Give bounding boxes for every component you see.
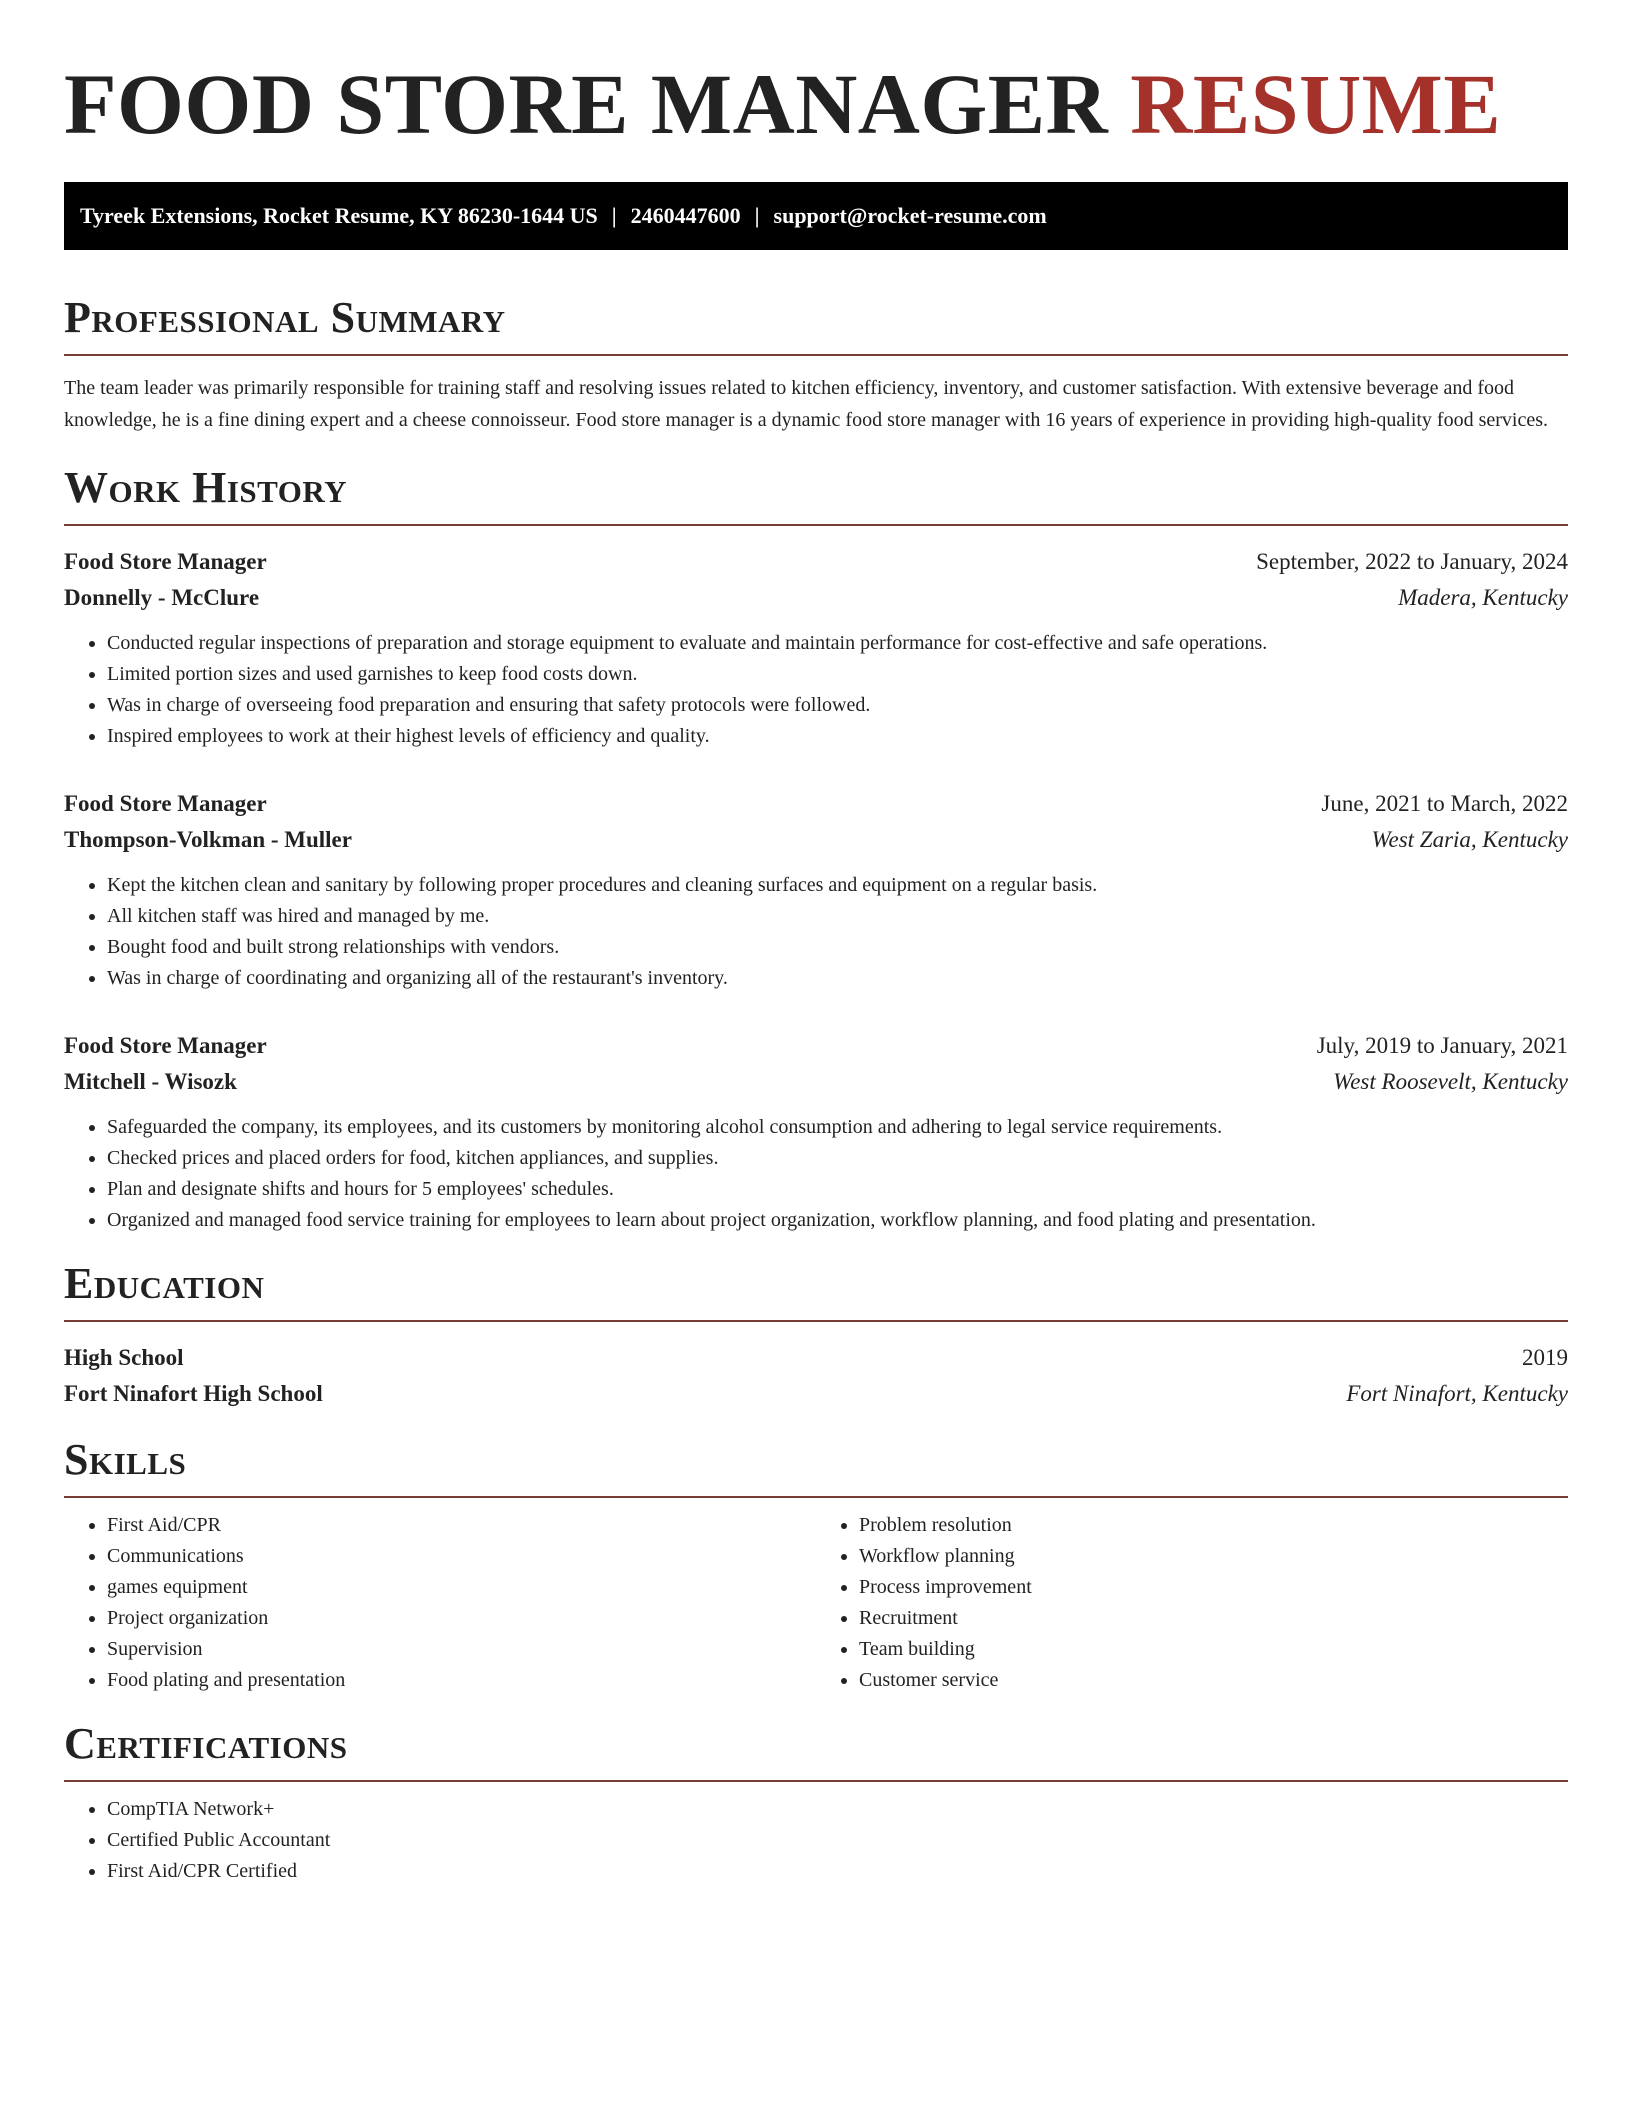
education-location: Fort Ninafort, Kentucky: [1346, 1381, 1568, 1406]
job-entry: [64, 544, 1568, 752]
title-accent: RESUME: [1130, 56, 1502, 152]
education-school: Fort Ninafort High School: [64, 1381, 323, 1406]
certifications-heading: Certifications: [64, 1720, 1568, 1782]
education-heading: Education: [64, 1260, 1568, 1322]
job-bullet: • Bought food and built strong relationships with vendors.: [107, 932, 1568, 963]
certification-item: • First Aid/CPR Certified: [107, 1856, 1568, 1887]
job-bullet: • Organized and managed food service training for employees to learn about project organization, workflow planning, and food plating and presentation.: [107, 1205, 1568, 1236]
work-history-section: [64, 464, 1568, 1236]
skills-column-2: [816, 1510, 1568, 1696]
job-bullets: [64, 870, 1568, 994]
education-degree: High School: [64, 1345, 184, 1370]
job-bullet: • Limited portion sizes and used garnishes to keep food costs down.: [107, 659, 1568, 690]
job-bullets: [64, 628, 1568, 752]
job-dates: June, 2021 to March, 2022: [1321, 791, 1568, 816]
job-location: West Zaria, Kentucky: [1371, 827, 1568, 852]
certifications-section: [64, 1720, 1568, 1887]
job-header-row: [64, 1028, 1568, 1064]
job-bullet: • Inspired employees to work at their highest levels of efficiency and quality.: [107, 721, 1568, 752]
contact-separator: |: [611, 203, 617, 228]
skill-item: • Communications: [107, 1541, 816, 1572]
job-company-row: [64, 822, 1568, 858]
job-bullet: • Was in charge of overseeing food preparation and ensuring that safety protocols were followed.: [107, 690, 1568, 721]
contact-separator: |: [754, 203, 760, 228]
skill-item: • games equipment: [107, 1572, 816, 1603]
contact-bar: [64, 182, 1568, 250]
skill-item: • Food plating and presentation: [107, 1665, 816, 1696]
job-bullet: • All kitchen staff was hired and managed by me.: [107, 901, 1568, 932]
skills-grid: [64, 1510, 1568, 1696]
resume-title: [64, 56, 1568, 152]
skills-column-1: [64, 1510, 816, 1696]
skill-item: • First Aid/CPR: [107, 1510, 816, 1541]
summary-text: The team leader was primarily responsible for training staff and resolving issues related to kitchen efficiency, inventory, and customer satisfaction. With extensive beverage and food knowledge, he is a fine dining expert and a cheese connoisseur. Food store manager is a dynamic food store manager with 16 years of experience in providing high-quality food services.: [64, 377, 1549, 431]
certification-item: • CompTIA Network+: [107, 1794, 1568, 1825]
job-dates: September, 2022 to January, 2024: [1256, 549, 1568, 574]
contact-email: support@rocket-resume.com: [773, 203, 1047, 228]
skill-item: • Process improvement: [859, 1572, 1568, 1603]
education-year: 2019: [1522, 1345, 1568, 1370]
skills-heading: Skills: [64, 1436, 1568, 1498]
job-dates: July, 2019 to January, 2021: [1316, 1033, 1568, 1058]
job-bullet: • Checked prices and placed orders for food, kitchen appliances, and supplies.: [107, 1143, 1568, 1174]
certification-item: • Certified Public Accountant: [107, 1825, 1568, 1856]
education-entry: [64, 1340, 1568, 1412]
contact-phone: 2460447600: [630, 203, 741, 228]
title-main: FOOD STORE MANAGER: [64, 56, 1109, 152]
job-bullet: • Plan and designate shifts and hours for 5 employees' schedules.: [107, 1174, 1568, 1205]
contact-address: Tyreek Extensions, Rocket Resume, KY 86230-1644 US: [80, 203, 598, 228]
education-school-row: [64, 1376, 1568, 1412]
job-company: Mitchell - Wisozk: [64, 1069, 237, 1094]
job-company-row: [64, 1064, 1568, 1100]
skill-item: • Recruitment: [859, 1603, 1568, 1634]
job-bullets: [64, 1112, 1568, 1236]
job-header-row: [64, 544, 1568, 580]
job-bullet: • Was in charge of coordinating and organizing all of the restaurant's inventory.: [107, 963, 1568, 994]
job-bullet: • Conducted regular inspections of preparation and storage equipment to evaluate and maintain performance for cost-effective and safe operations.: [107, 628, 1568, 659]
skills-section: [64, 1436, 1568, 1696]
job-bullet: • Safeguarded the company, its employees, and its customers by monitoring alcohol consumption and adhering to legal service requirements.: [107, 1112, 1568, 1143]
job-title: Food Store Manager: [64, 791, 267, 816]
skill-item: • Workflow planning: [859, 1541, 1568, 1572]
summary-heading: Professional Summary: [64, 294, 1568, 356]
skill-item: • Problem resolution: [859, 1510, 1568, 1541]
work-history-heading: Work History: [64, 464, 1568, 526]
skill-item: • Supervision: [107, 1634, 816, 1665]
job-company: Donnelly - McClure: [64, 585, 260, 610]
education-section: [64, 1260, 1568, 1412]
job-location: Madera, Kentucky: [1398, 585, 1568, 610]
job-company-row: [64, 580, 1568, 616]
certifications-list: [64, 1794, 1568, 1887]
job-location: West Roosevelt, Kentucky: [1333, 1069, 1568, 1094]
skill-item: • Team building: [859, 1634, 1568, 1665]
job-entry: [64, 786, 1568, 994]
skill-item: • Customer service: [859, 1665, 1568, 1696]
skill-item: • Project organization: [107, 1603, 816, 1634]
job-entry: [64, 1028, 1568, 1236]
summary-section: [64, 294, 1568, 436]
education-header-row: [64, 1340, 1568, 1376]
job-title: Food Store Manager: [64, 1033, 267, 1058]
job-company: Thompson-Volkman - Muller: [64, 827, 352, 852]
job-header-row: [64, 786, 1568, 822]
job-bullet: • Kept the kitchen clean and sanitary by following proper procedures and cleaning surfaces and equipment on a regular basis.: [107, 870, 1568, 901]
job-title: Food Store Manager: [64, 549, 267, 574]
